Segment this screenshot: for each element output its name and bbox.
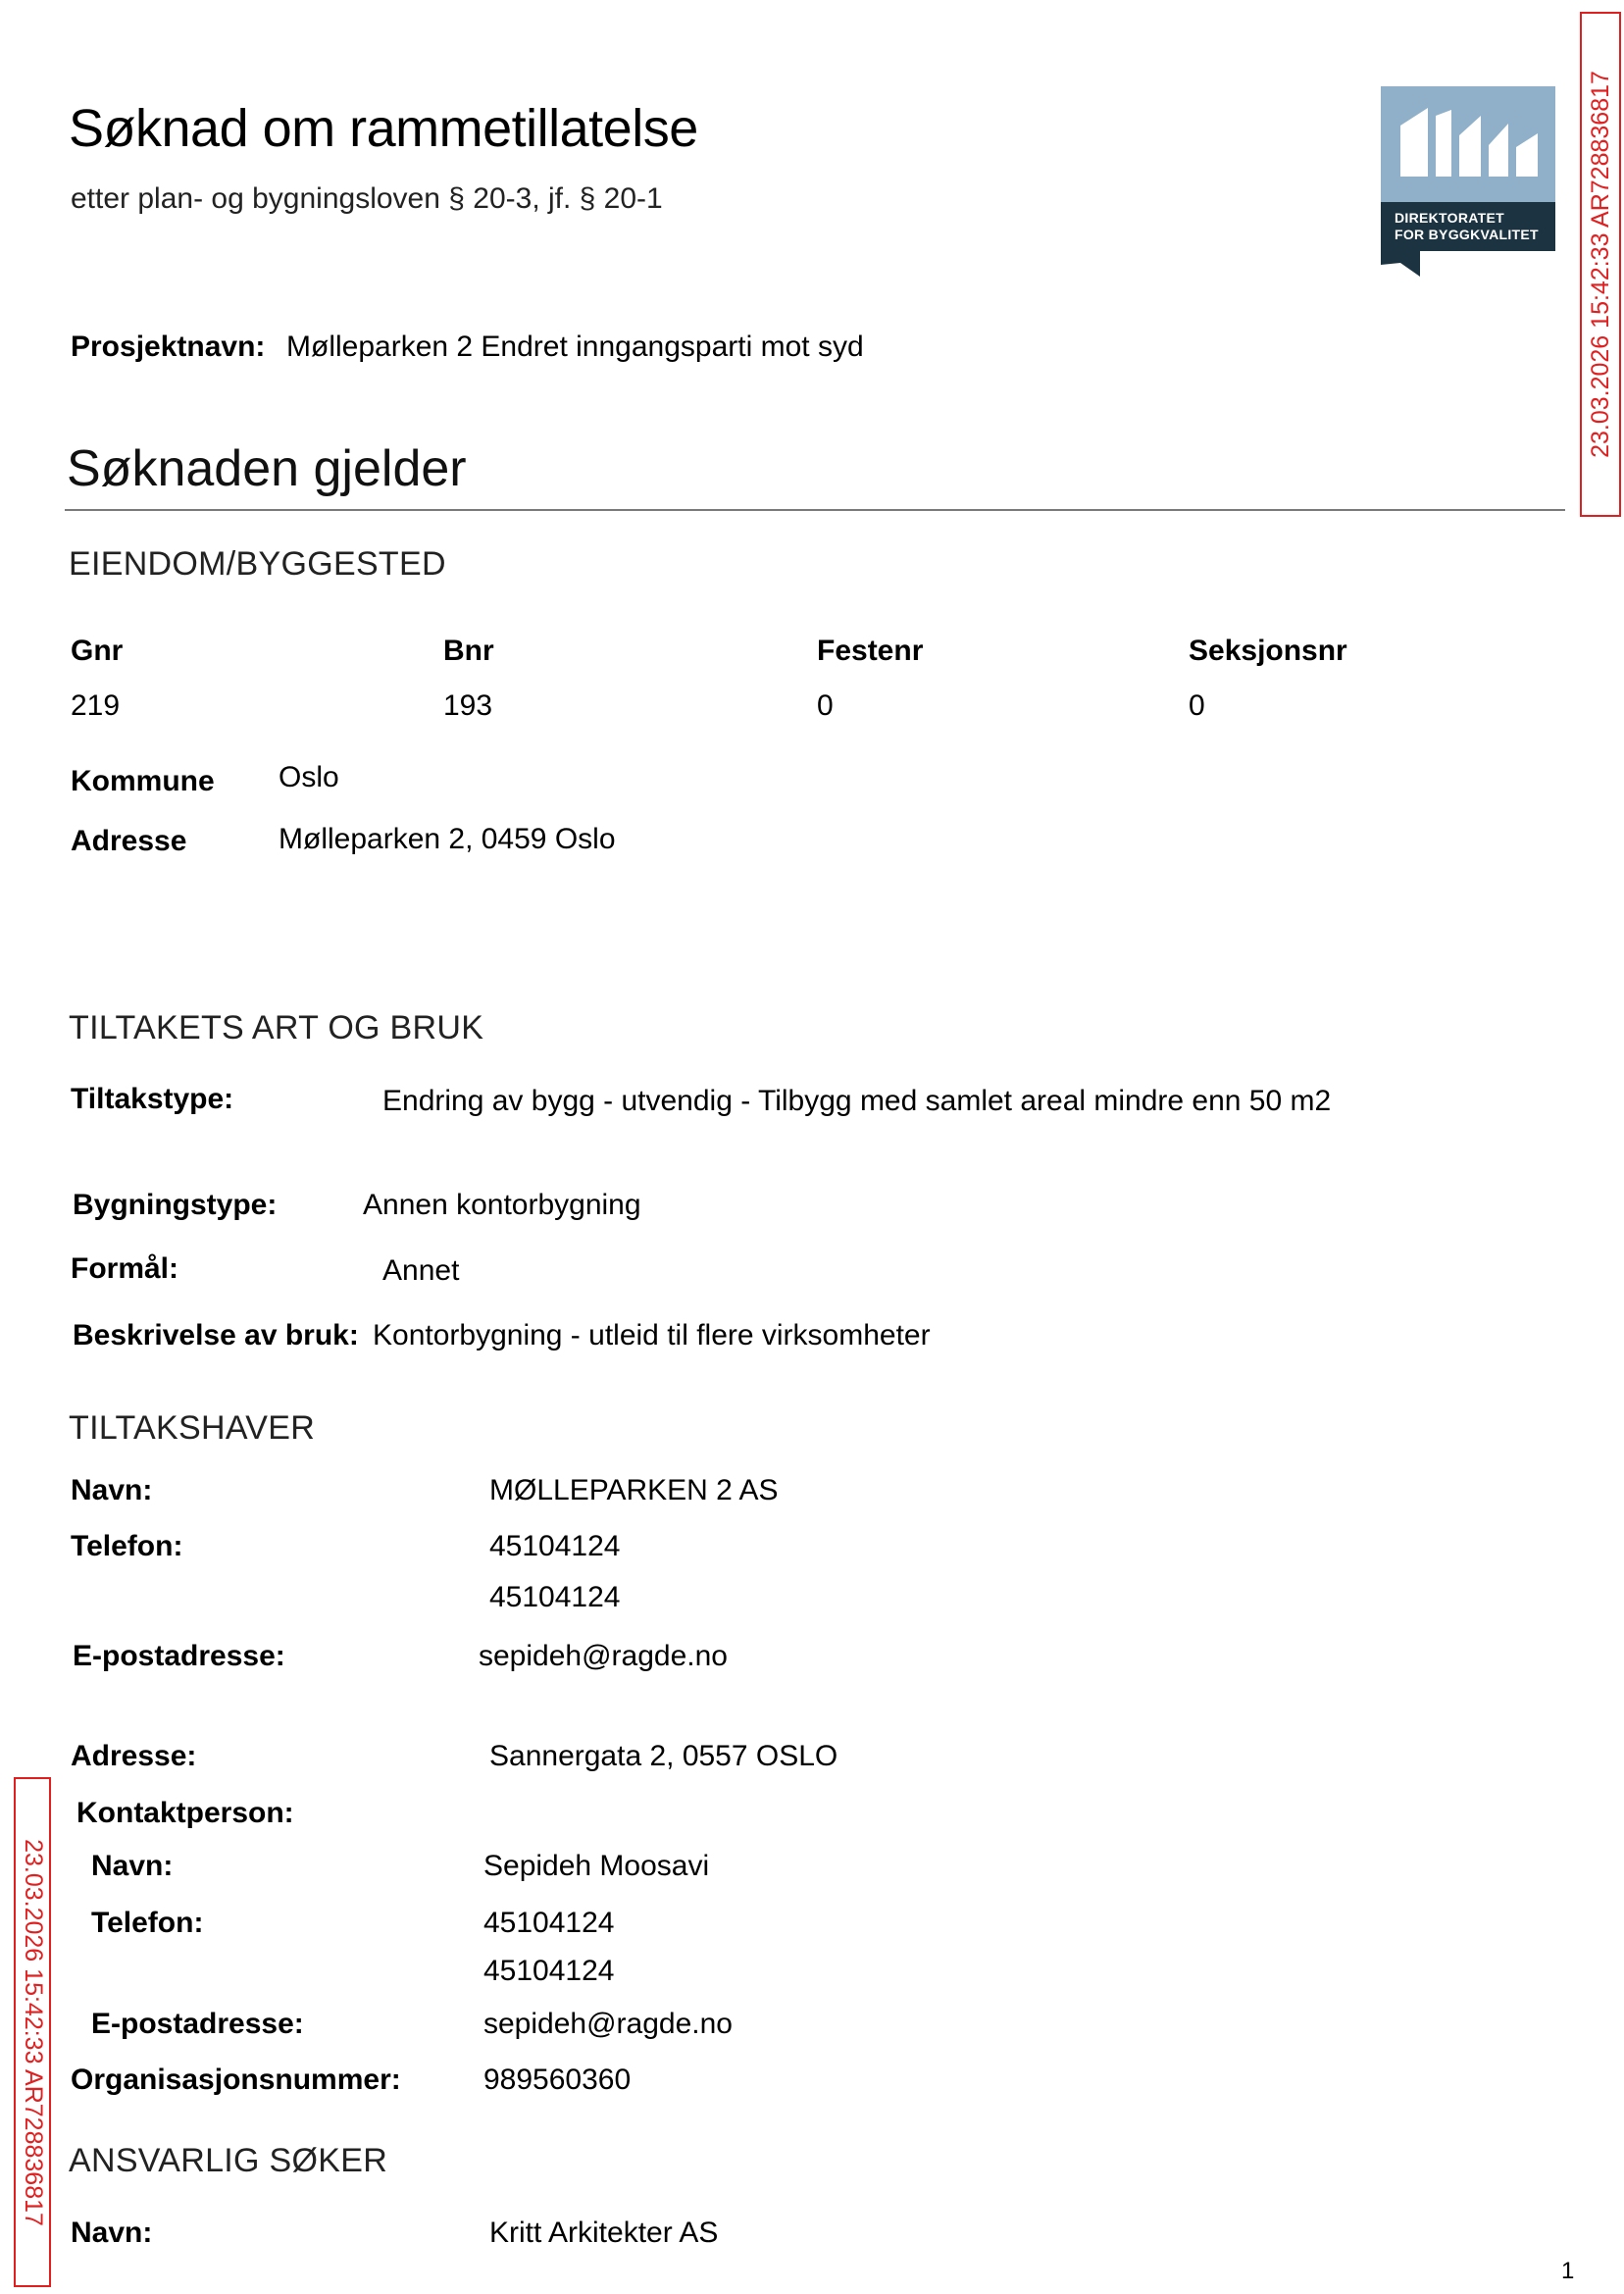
kontakt-epost-label: E-postadresse: bbox=[91, 2008, 304, 2040]
timestamp-stamp-bottom bbox=[14, 1777, 51, 2287]
kontaktperson-label: Kontaktperson: bbox=[76, 1797, 294, 1829]
tiltakshaver-heading: TILTAKSHAVER bbox=[69, 1409, 316, 1447]
kommune-label: Kommune bbox=[71, 765, 215, 797]
kontakt-telefon-value-1: 45104124 bbox=[483, 1907, 615, 1939]
tiltakstype-value: Endring av bygg - utvendig - Tilbygg med samlet areal mindre enn 50 m2 bbox=[382, 1085, 1332, 1117]
page-number: 1 bbox=[1561, 2258, 1575, 2284]
project-name-value: Mølleparken 2 Endret inngangsparti mot syd bbox=[286, 331, 864, 363]
bnr-label: Bnr bbox=[443, 635, 494, 667]
gnr-label: Gnr bbox=[71, 635, 124, 667]
dibk-logo bbox=[1381, 86, 1555, 277]
adresse-label: Adresse bbox=[71, 825, 187, 857]
beskrivelse-label: Beskrivelse av bruk: bbox=[73, 1319, 359, 1351]
tiltakshaver-telefon-label: Telefon: bbox=[71, 1530, 183, 1562]
section-title: Søknaden gjelder bbox=[67, 440, 467, 497]
kommune-value: Oslo bbox=[279, 761, 339, 793]
kontakt-navn-label: Navn: bbox=[91, 1850, 174, 1882]
bygningstype-value: Annen kontorbygning bbox=[363, 1189, 641, 1221]
tiltakshaver-navn-value: MØLLEPARKEN 2 AS bbox=[489, 1474, 779, 1506]
section-divider bbox=[65, 509, 1565, 511]
festenr-label: Festenr bbox=[817, 635, 924, 667]
bnr-value: 193 bbox=[443, 689, 493, 722]
gnr-value: 219 bbox=[71, 689, 121, 722]
orgnr-value: 989560360 bbox=[483, 2064, 632, 2096]
seksjonsnr-label: Seksjonsnr bbox=[1189, 635, 1347, 667]
tiltakstype-label: Tiltakstype: bbox=[71, 1083, 234, 1115]
orgnr-label: Organisasjonsnummer: bbox=[71, 2064, 401, 2096]
tiltakshaver-adresse-value: Sannergata 2, 0557 OSLO bbox=[489, 1740, 838, 1772]
document-subtitle: etter plan- og bygningsloven § 20-3, jf. § 20-1 bbox=[71, 182, 663, 215]
tiltakshaver-epost-label: E-postadresse: bbox=[73, 1640, 285, 1672]
timestamp-stamp-top bbox=[1580, 12, 1621, 517]
dibk-logo-icon bbox=[1381, 86, 1555, 277]
tiltakshaver-telefon-value-1: 45104124 bbox=[489, 1530, 621, 1562]
ansvarlig-navn-value: Kritt Arkitekter AS bbox=[489, 2217, 719, 2249]
timestamp-stamp-top-text: 23.03.2026 15:42:33 AR728836817 bbox=[1586, 71, 1614, 458]
beskrivelse-value: Kontorbygning - utleid til flere virksomheter bbox=[373, 1319, 931, 1351]
tiltakshaver-telefon-value-2: 45104124 bbox=[489, 1581, 621, 1613]
tiltak-heading: TILTAKETS ART OG BRUK bbox=[69, 1009, 484, 1046]
kontakt-telefon-label: Telefon: bbox=[91, 1907, 204, 1939]
project-name-label: Prosjektnavn: bbox=[71, 331, 266, 363]
tiltakshaver-epost-value: sepideh@ragde.no bbox=[479, 1640, 728, 1672]
kontakt-navn-value: Sepideh Moosavi bbox=[483, 1850, 710, 1882]
formal-label: Formål: bbox=[71, 1252, 179, 1285]
adresse-value: Mølleparken 2, 0459 Oslo bbox=[279, 823, 616, 855]
festenr-value: 0 bbox=[817, 689, 834, 722]
formal-value: Annet bbox=[382, 1254, 460, 1287]
kontakt-epost-value: sepideh@ragde.no bbox=[483, 2008, 733, 2040]
logo-text-line1: DIREKTORATET bbox=[1395, 210, 1504, 226]
ansvarlig-heading: ANSVARLIG SØKER bbox=[69, 2142, 388, 2179]
logo-text-line2: FOR BYGGKVALITET bbox=[1395, 227, 1539, 242]
document-title: Søknad om rammetillatelse bbox=[69, 99, 698, 158]
tiltakshaver-adresse-label: Adresse: bbox=[71, 1740, 197, 1772]
ansvarlig-navn-label: Navn: bbox=[71, 2217, 153, 2249]
bygningstype-label: Bygningstype: bbox=[73, 1189, 278, 1221]
seksjonsnr-value: 0 bbox=[1189, 689, 1205, 722]
eiendom-heading: EIENDOM/BYGGESTED bbox=[69, 545, 446, 583]
tiltakshaver-navn-label: Navn: bbox=[71, 1474, 153, 1506]
timestamp-stamp-bottom-text: 23.03.2026 15:42:33 AR728836817 bbox=[19, 1838, 47, 2226]
kontakt-telefon-value-2: 45104124 bbox=[483, 1955, 615, 1987]
